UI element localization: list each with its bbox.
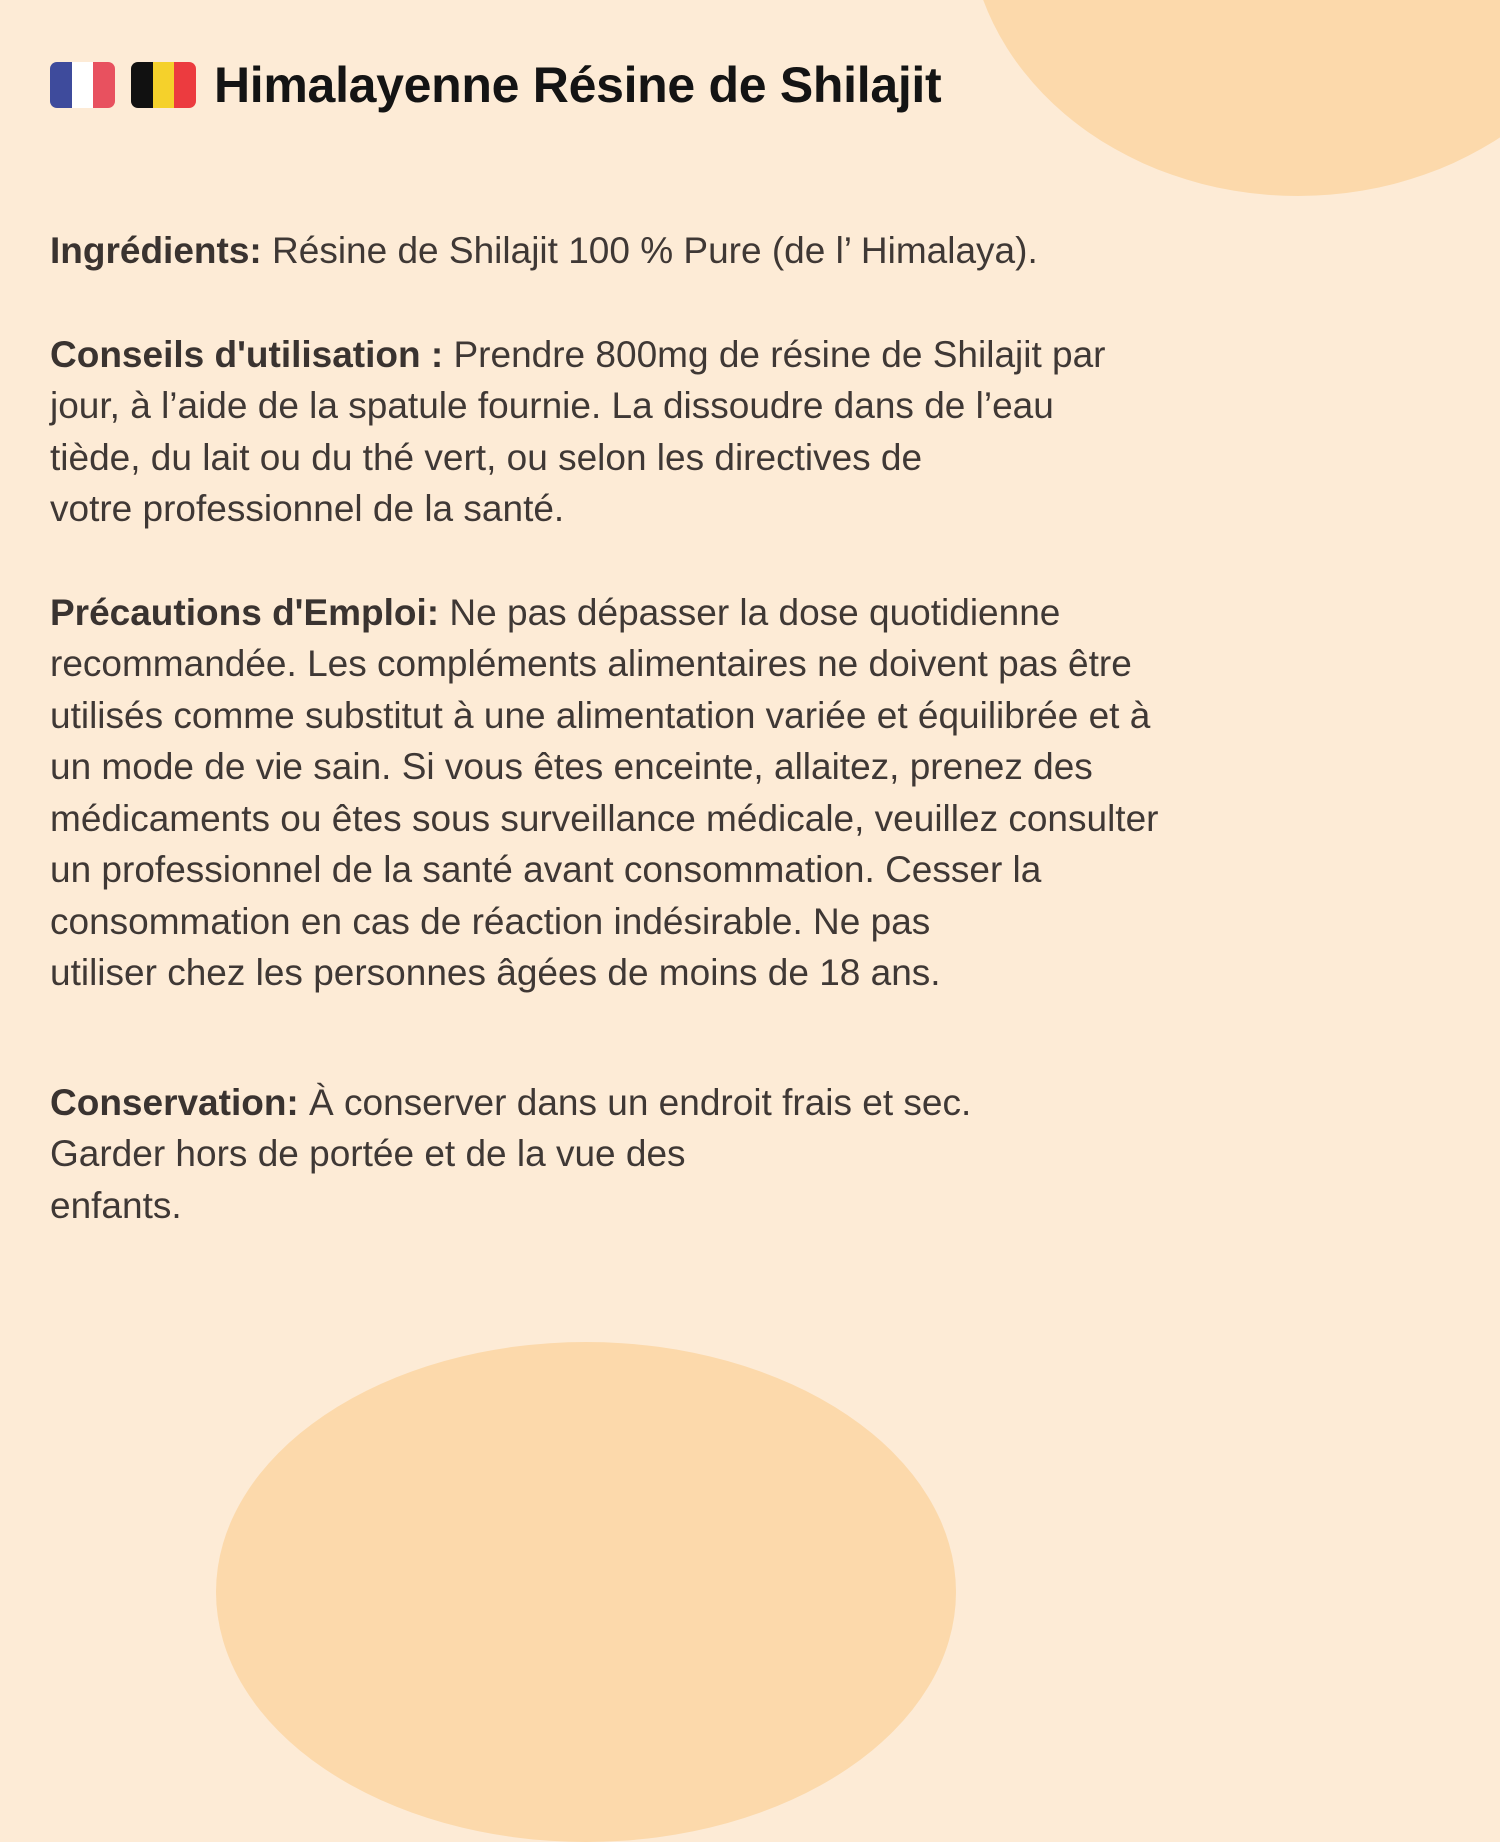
usage-line: Prendre 800mg de résine de Shilajit par bbox=[443, 333, 1106, 375]
conservation-label: Conservation: bbox=[50, 1081, 299, 1123]
decorative-circle-bottom bbox=[216, 1342, 956, 1842]
precautions-line: Ne pas dépasser la dose quotidienne bbox=[439, 591, 1061, 633]
precautions-line: consommation en cas de réaction indésirable. Ne pas bbox=[50, 900, 931, 942]
usage-line: votre professionnel de la santé. bbox=[50, 488, 565, 529]
page-title: Himalayenne Résine de Shilajit bbox=[214, 57, 942, 113]
ingredients-text: Résine de Shilajit 100 % Pure (de l’ Himalaya). bbox=[261, 230, 1038, 271]
page-header bbox=[50, 56, 941, 114]
precautions-label: Précautions d'Emploi: bbox=[50, 591, 440, 633]
precautions-line: un professionnel de la santé avant consommation. Cesser la bbox=[50, 849, 1042, 890]
product-info bbox=[50, 225, 1450, 1231]
usage-line: jour, à l’aide de la spatule fournie. La dissoudre dans de l’eau bbox=[50, 385, 1054, 426]
precautions-line: utilisés comme substitut à une alimentation variée et équilibrée et à bbox=[50, 694, 1151, 736]
precautions-line: un mode de vie sain. Si vous êtes enceinte, allaitez, prenez des bbox=[50, 746, 1093, 787]
conservation-line: enfants. bbox=[50, 1184, 182, 1226]
conservation-section bbox=[50, 1077, 1450, 1232]
usage-label: Conseils d'utilisation : bbox=[50, 333, 444, 375]
france-flag-icon bbox=[50, 62, 115, 108]
precautions-line: utiliser chez les personnes âgées de moins de 18 ans. bbox=[50, 952, 941, 993]
conservation-line: À conserver dans un endroit frais et sec. bbox=[298, 1081, 972, 1123]
precautions-line: recommandée. Les compléments alimentaires ne doivent pas être bbox=[50, 643, 1132, 684]
decorative-circle-top bbox=[968, 0, 1500, 196]
conservation-line: Garder hors de portée et de la vue des bbox=[50, 1133, 686, 1174]
precautions-section bbox=[50, 587, 1450, 999]
belgium-flag-icon bbox=[131, 62, 196, 108]
precautions-line: médicaments ou êtes sous surveillance médicale, veuillez consulter bbox=[50, 797, 1159, 839]
usage-section bbox=[50, 329, 1450, 535]
usage-line: tiède, du lait ou du thé vert, ou selon les directives de bbox=[50, 436, 923, 478]
ingredients-section bbox=[50, 225, 1450, 277]
ingredients-label: Ingrédients: bbox=[50, 230, 262, 271]
